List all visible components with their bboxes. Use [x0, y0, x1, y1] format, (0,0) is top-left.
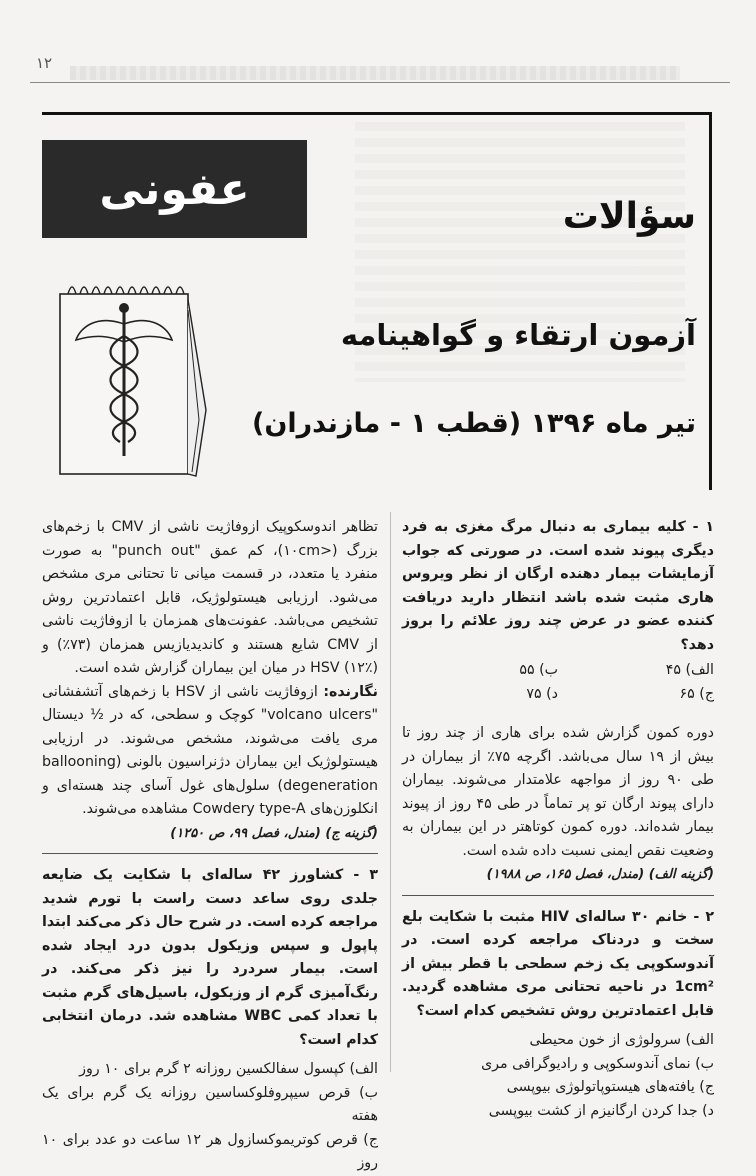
question-3-option-b: ب) قرص سیپروفلوکساسین روزانه یک گرم برای یک هفته — [42, 1084, 378, 1124]
question-1-answer-ref: (گزینه الف) (مندل، فصل ۱۶۵، ص ۱۹۸۸) — [486, 867, 714, 882]
header-rule — [30, 82, 730, 83]
question-3-option-a: الف) کپسول سفالکسین روزانه ۲ گرم برای ۱۰ روز — [79, 1061, 378, 1077]
question-2-explanation — [42, 516, 378, 845]
question-1-option-a: الف) ۴۵ — [665, 662, 714, 678]
question-2-option-c: ج) یافته‌های هیستوپاتولوژی بیوپسی — [506, 1079, 714, 1095]
divider — [402, 895, 714, 896]
question-2-answer-ref: (گزینه ج) (مندل، فصل ۹۹، ص ۱۲۵۰) — [170, 825, 378, 841]
question-3-options — [42, 1058, 378, 1176]
category-badge — [42, 140, 307, 238]
column-separator — [390, 512, 391, 1072]
question-2-note — [42, 681, 378, 822]
section-title: سؤالات — [562, 196, 696, 237]
question-2-option-a: الف) سرولوژی از خون محیطی — [529, 1032, 714, 1048]
question-2-options — [402, 1029, 714, 1123]
question-2-note-text: ازوفاژیت ناشی از HSV با زخم‌های آتشفشانی "volcano ulcers" کوچک و سطحی، که در ½ دیستال مری یافت می‌شوند، مشخص می‌شوند. در ارزیابی هیستولوژیک این بیماران دژنراسیون بالونی (ballooning degeneration) سلول‌های غول آسای چند هسته‌ای و انکلوزن‌های Cowdery type-A مشاهده می‌شوند. — [42, 683, 378, 817]
question-1-explanation: دوره کمون گزارش شده برای هاری از چند روز تا بیش از ۱۹ سال می‌باشد. اگرچه ۷۵٪ از بیماران در طی ۹۰ روز از مواجهه علامتدار می‌شوند. بیماران دارای پیوند ارگان تو پر تماماً در طی ۴۵ روز از پیوند بیمار شده‌اند. دوره کمون کوتاهتر در این بیماران به وضعیت نقص ایمنی نسبت داده شده است. — [402, 725, 714, 859]
question-1-option-d: د) ۷۵ — [526, 685, 558, 702]
question-1-option-c: ج) ۶۵ — [679, 685, 714, 702]
question-2-option-b: ب) نمای آندوسکوپی و رادیوگرافی مری — [481, 1055, 714, 1072]
question-1 — [402, 516, 714, 887]
question-2-option-d: د) جدا کردن ارگانیزم از کشت بیوپسی — [488, 1102, 714, 1119]
header-bleed-through — [70, 66, 680, 80]
caduceus-notebook-icon — [56, 280, 216, 480]
question-1-options — [402, 659, 714, 706]
category-label: عفونی — [99, 163, 250, 215]
question-3 — [42, 864, 378, 1176]
question-3-option-c: ج) قرص کوتریموکسازول هر ۱۲ ساعت دو عدد برای ۱۰ روز — [42, 1131, 379, 1171]
question-2-text: ۲ - خانم ۳۰ ساله‌ای HIV مثبت با شکایت بلع سخت و دردناک مراجعه کرده است. در آندوسکوپی یک زخم سطحی با قطر بیش از 1cm² در ناحیه تحتانی مری مشاهده گردید. قابل اعتمادترین روش تشخیص کدام است؟ — [402, 908, 714, 1019]
exam-title: آزمون ارتقاء و گواهینامه — [340, 318, 696, 352]
right-column — [402, 516, 714, 1123]
exam-date: تیر ماه ۱۳۹۶ (قطب ۱ - مازندران) — [252, 408, 696, 439]
left-column — [42, 516, 378, 1176]
page-number: ۱۲ — [36, 54, 53, 72]
question-2-explanation-text: تظاهر اندوسکوپیک ازوفاژیت ناشی از CMV با زخم‌های بزرگ (<۱۰cm)، کم عمق "punch out" به صورت منفرد یا متعدد، در قسمت میانی تا تحتانی مری مشخص می‌شود. ارزیابی هیستولوژیک، قابل اعتمادترین روش تشخیص می‌باشد. عفونت‌های همزمان با ازوفاژیت ناشی از CMV شایع هستند و کاندیدیازیس همزمان (۷۳٪) و HSV (۱۲٪) در میان این بیماران گزارش شده است. — [42, 519, 379, 676]
question-3-text: ۳ - کشاورز ۴۲ ساله‌ای با شکایت یک ضایعه جلدی روی ساعد دست راست با تورم شدید مراجعه کرده است. در شرح حال ذکر می‌کند ابتدا پاپول و سپس وزیکول بدون درد ایجاد شده است. بیمار سردرد را نیز ذکر می‌کند. در رنگ‌آمیزی گرم از وزیکول، باسیل‌های گرم مثبت با تعداد کمی WBC مشاهده شد. درمان انتخابی کدام است؟ — [42, 867, 379, 1048]
divider — [42, 853, 378, 854]
question-1-text: ۱ - کلیه بیماری به دنبال مرگ مغزی به فرد دیگری پیوند شده است. در صورتی که جواب آزمایشات بیمار دهنده ارگان از نظر ویروس هاری مثبت شده باشد انتظار دارید دریافت کننده عضو در عرض چند روز علائم را بروز دهد؟ — [402, 519, 714, 653]
question-1-option-b: ب) ۵۵ — [519, 662, 558, 678]
question-2 — [402, 906, 714, 1124]
question-2-note-label: نگارنده: — [323, 683, 378, 700]
